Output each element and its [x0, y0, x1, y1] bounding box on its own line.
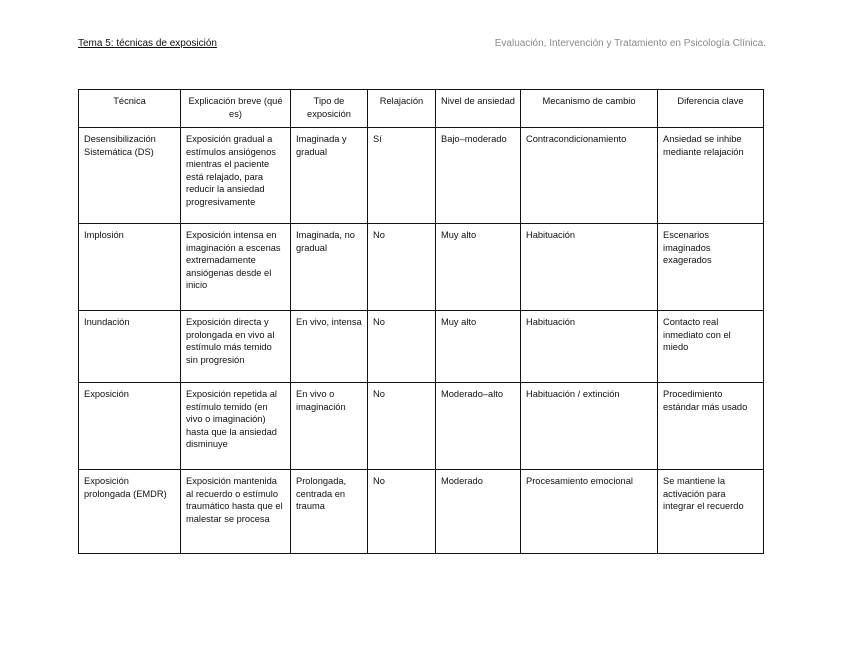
course-title: Evaluación, Intervención y Tratamiento en Psicología Clínica. — [494, 38, 766, 49]
cell-change-mechanism: Habituación / extinción — [521, 383, 658, 470]
column-header-explanation: Explicación breve (qué es) — [181, 90, 291, 128]
column-header-technique: Técnica — [79, 90, 181, 128]
cell-key-difference: Ansiedad se inhibe mediante relajación — [658, 128, 764, 224]
table-row — [79, 128, 764, 224]
table-row — [79, 470, 764, 554]
cell-explanation: Exposición directa y prolongada en vivo al estímulo más temido sin progresión — [181, 311, 291, 383]
cell-anxiety-level: Muy alto — [436, 224, 521, 311]
cell-technique: Exposición — [79, 383, 181, 470]
table-row — [79, 311, 764, 383]
cell-key-difference: Contacto real inmediato con el miedo — [658, 311, 764, 383]
cell-explanation: Exposición mantenida al recuerdo o estímulo traumático hasta que el malestar se procesa — [181, 470, 291, 554]
cell-relaxation: No — [368, 383, 436, 470]
cell-key-difference: Escenarios imaginados exagerados — [658, 224, 764, 311]
cell-technique: Exposición prolongada (EMDR) — [79, 470, 181, 554]
cell-key-difference: Procedimiento estándar más usado — [658, 383, 764, 470]
table-row — [79, 383, 764, 470]
cell-change-mechanism: Contracondicionamiento — [521, 128, 658, 224]
cell-anxiety-level: Muy alto — [436, 311, 521, 383]
cell-key-difference: Se mantiene la activación para integrar el recuerdo — [658, 470, 764, 554]
cell-explanation: Exposición repetida al estímulo temido (en vivo o imaginación) hasta que la ansiedad disminuye — [181, 383, 291, 470]
cell-relaxation: Sí — [368, 128, 436, 224]
exposure-techniques-table — [78, 89, 764, 554]
column-header-exposure-type: Tipo de exposición — [291, 90, 368, 128]
cell-change-mechanism: Habituación — [521, 224, 658, 311]
cell-relaxation: No — [368, 224, 436, 311]
cell-technique: Implosión — [79, 224, 181, 311]
column-header-relaxation: Relajación — [368, 90, 436, 128]
column-header-key-difference: Diferencia clave — [658, 90, 764, 128]
column-header-anxiety-level: Nivel de ansiedad — [436, 90, 521, 128]
cell-relaxation: No — [368, 311, 436, 383]
cell-change-mechanism: Procesamiento emocional — [521, 470, 658, 554]
cell-exposure-type: Prolongada, centrada en trauma — [291, 470, 368, 554]
table-header-row — [79, 90, 764, 128]
cell-anxiety-level: Bajo–moderado — [436, 128, 521, 224]
column-header-change-mechanism: Mecanismo de cambio — [521, 90, 658, 128]
cell-exposure-type: Imaginada, no gradual — [291, 224, 368, 311]
cell-anxiety-level: Moderado–alto — [436, 383, 521, 470]
cell-exposure-type: En vivo, intensa — [291, 311, 368, 383]
cell-exposure-type: En vivo o imaginación — [291, 383, 368, 470]
table-row — [79, 224, 764, 311]
cell-change-mechanism: Habituación — [521, 311, 658, 383]
cell-exposure-type: Imaginada y gradual — [291, 128, 368, 224]
cell-explanation: Exposición intensa en imaginación a escenas extremadamente ansiógenas desde el inicio — [181, 224, 291, 311]
cell-explanation: Exposición gradual a estímulos ansiógenos mientras el paciente está relajado, para reducir la ansiedad progresivamente — [181, 128, 291, 224]
document-topic-title: Tema 5: técnicas de exposición — [78, 38, 217, 49]
cell-technique: Inundación — [79, 311, 181, 383]
cell-technique: Desensibilización Sistemática (DS) — [79, 128, 181, 224]
cell-relaxation: No — [368, 470, 436, 554]
cell-anxiety-level: Moderado — [436, 470, 521, 554]
